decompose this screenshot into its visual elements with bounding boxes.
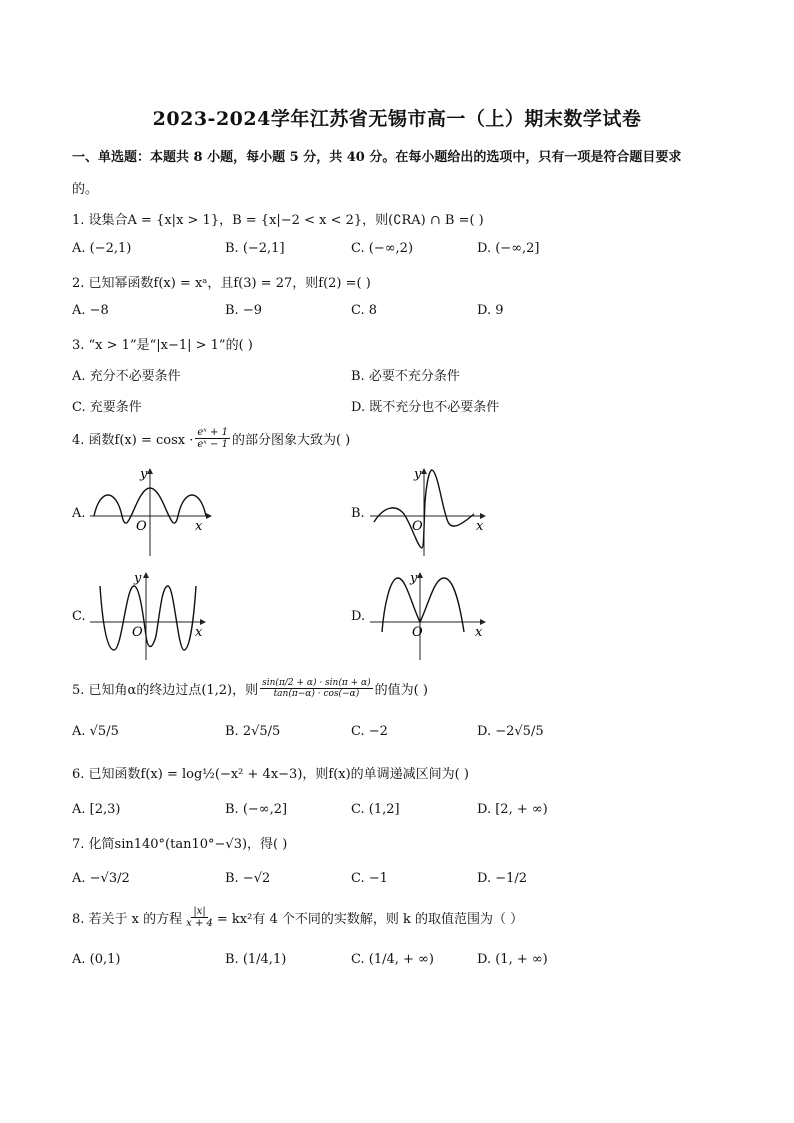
q4-graph-c: [88, 566, 218, 662]
q6-option-d: D. [2, + ∞): [477, 802, 548, 817]
q5-option-d: D. −2√5/5: [477, 724, 544, 739]
q1-option-a: A. (−2,1): [72, 241, 132, 256]
graph-a-y-arrow: [147, 468, 153, 474]
q7-option-d: D. −1/2: [477, 871, 528, 886]
q5-fraction-numerator: sin(π/2 + α) · sin(π + α): [262, 678, 371, 688]
q4-stem-prefix: 4. 函数f(x) = cosx ·: [72, 433, 194, 448]
q4-graph-b: [368, 462, 498, 558]
graph-d-curve: [382, 578, 464, 632]
q4-stem-suffix: 的部分图象大致为( ): [231, 433, 351, 448]
graph-c-curve: [100, 586, 196, 650]
q8-stem-suffix: = kx²有 4 个不同的实数解，则 k 的取值范围为（ ）: [216, 912, 524, 927]
graph-c-y-label: y: [134, 571, 142, 586]
q5-stem-prefix: 5. 已知角α的终边过点(1,2)，则: [72, 683, 259, 698]
q6-option-c: C. (1,2]: [351, 802, 400, 817]
graph-c-x-label: x: [195, 625, 203, 640]
q5-fraction: [260, 678, 372, 699]
q5-option-b: B. 2√5/5: [225, 724, 281, 739]
q4-option-b-label: B.: [351, 506, 365, 521]
graph-d-origin: O: [412, 625, 423, 640]
graph-a-y-label: y: [140, 467, 148, 482]
question-7-stem: 7. 化简sin140°(tan10°−√3)，得( ): [72, 837, 288, 852]
q2-option-b: B. −9: [225, 303, 262, 318]
q1-option-c: C. (−∞,2): [351, 241, 414, 256]
q6-option-b: B. (−∞,2]: [225, 802, 288, 817]
graph-c-y-arrow: [143, 572, 149, 578]
q4-graph-d: [368, 566, 498, 662]
q8-option-d: D. (1, + ∞): [477, 952, 548, 967]
q4-graph-a: [88, 462, 218, 558]
question-3-stem: 3. “x > 1”是“|x−1| > 1”的( ): [72, 338, 253, 353]
q4-fraction-denominator: eˣ − 1: [197, 439, 228, 450]
q5-stem-suffix: 的值为( ): [374, 683, 428, 698]
q8-fraction-numerator: |x|: [193, 906, 206, 917]
graph-a-origin: O: [136, 519, 147, 534]
q7-option-c: C. −1: [351, 871, 388, 886]
q3-option-d: D. 既不充分也不必要条件: [351, 400, 500, 415]
q4-option-c-label: C.: [72, 609, 86, 624]
q2-option-c: C. 8: [351, 303, 378, 318]
question-1-stem: 1. 设集合A = {x|x > 1}，B = {x|−2 < x < 2}，则(∁RA) ∩ B =( ): [72, 213, 484, 228]
graph-c-origin: O: [132, 625, 143, 640]
q6-option-a: A. [2,3): [72, 802, 121, 817]
exam-title: 2023-2024学年江苏省无锡市高一（上）期末数学试卷: [152, 108, 642, 130]
graph-b-y-arrow: [421, 468, 427, 474]
q3-option-b: B. 必要不充分条件: [351, 369, 460, 384]
section-instruction-line1: 一、单选题：本题共 8 小题，每小题 5 分，共 40 分。在每小题给出的选项中，只有一项是符合题目要求: [72, 150, 682, 165]
graph-d-y-arrow: [417, 572, 423, 578]
q7-option-b: B. −√2: [225, 871, 271, 886]
graph-b-y-label: y: [414, 467, 422, 482]
q7-option-a: A. −√3/2: [72, 871, 130, 886]
q4-fraction: [195, 427, 230, 450]
graph-a-x-arrow: [206, 513, 212, 519]
q8-fraction: [184, 906, 215, 929]
question-5-stem: [72, 678, 428, 699]
q8-option-c: C. (1/4, + ∞): [351, 952, 434, 967]
q8-fraction-denominator: x + 4: [186, 918, 213, 929]
q5-option-a: A. √5/5: [72, 724, 119, 739]
question-2-stem: 2. 已知幂函数f(x) = xᵃ，且f(3) = 27，则f(2) =( ): [72, 276, 371, 291]
question-4-stem: [72, 427, 350, 450]
q4-option-d-label: D.: [351, 609, 366, 624]
graph-d-x-label: x: [475, 625, 483, 640]
q2-option-a: A. −8: [72, 303, 109, 318]
graph-d-y-label: y: [410, 571, 418, 586]
q1-option-d: D. (−∞,2]: [477, 241, 540, 256]
graph-b-origin: O: [412, 519, 423, 534]
section-instruction-line2: 的。: [72, 182, 99, 197]
q4-fraction-numerator: eˣ + 1: [197, 427, 228, 438]
q3-option-c: C. 充要条件: [72, 400, 142, 415]
q8-option-a: A. (0,1): [72, 952, 121, 967]
q8-option-b: B. (1/4,1): [225, 952, 287, 967]
q3-option-a: A. 充分不必要条件: [72, 369, 181, 384]
q4-option-a-label: A.: [72, 506, 86, 521]
q5-option-c: C. −2: [351, 724, 388, 739]
q8-stem-prefix: 8. 若关于 x 的方程: [72, 912, 183, 927]
graph-b-x-label: x: [476, 519, 484, 534]
question-8-stem: [72, 906, 523, 929]
graph-a-x-label: x: [195, 519, 203, 534]
question-6-stem: 6. 已知函数f(x) = log½(−x² + 4x−3)，则f(x)的单调递减区间为( ): [72, 767, 469, 782]
q5-fraction-denominator: tan(π−α) · cos(−α): [273, 689, 360, 699]
q2-option-d: D. 9: [477, 303, 504, 318]
q1-option-b: B. (−2,1]: [225, 241, 285, 256]
